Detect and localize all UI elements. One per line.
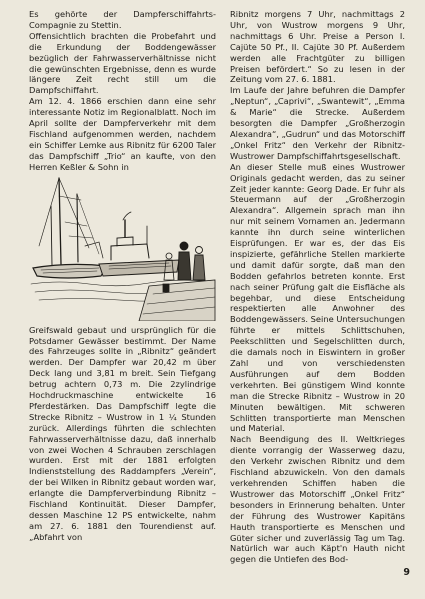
paragraph-ships-list: Im Laufe der Jahre befuhren die Dampfer „Neptun“, „Caprivi“, „Swantewit“, „Emma & Marie“ die Strecke. Außerdem besorgten die Dampfer „Großherzogin Alexandra“, „Gudrun“ und das Motorschiff „Onkel Fritz“ den Verkehr der Ribnitz-Wustrower Dampfschiffahrtsgesellschaft.: [230, 85, 405, 161]
paragraph-postwar: Nach Beendigung des II. Weltkrieges diente vorrangig der Wasserweg dazu, den Verkehr zwischen Ribnitz und dem Fischland abzuwickeln. Von den damals verkehrenden Schiffen haben die Wustrower das Motorschiff „Onkel Fritz“ besonders in Erinnerung behalten. Unter der Führung des Wustrower Kapitäns Hauth transportierte es Menschen und Güter sicher und zuverlässig Tag um Tag. Natürlich war auch Käpt'n Hauth nicht gegen die Untiefen des Bod-: [230, 434, 405, 565]
paragraph-timetable: Ribnitz morgens 7 Uhr, nachmittags 2 Uhr, von Wustrow morgens 9 Uhr, nachmittags 6 Uhr. Preise a Person I. Cajüte 50 Pf., II. Cajüte 30 Pf. Außerdem werden alle Frachtgüter zu billigen Preisen befördert.“ So zu lesen in der Zeitung vom 27. 6. 1881.: [230, 9, 405, 85]
right-column: [230, 9, 405, 565]
paragraph-ownership: Es gehörte der Dampferschiffahrts-Compagnie zu Stettin.: [29, 9, 216, 30]
paragraph-trial-voyage: Offensichtlich brachten die Probefahrt und die Erkundung der Boddengewässer bezüglich der Fahrwasserverhältnisse nicht die gewünschten Ergebnisse, denn es wurde längere Zeit recht still um die Dampfschiffahrt.: [29, 30, 216, 96]
page-number: 9: [403, 567, 410, 578]
paragraph-georg-dade: An dieser Stelle muß eines Wustrower Originals gedacht werden, das zu seiner Zeit jeder kannte: Georg Dade. Er fuhr als Steuermann auf der „Großherzogin Alexandra“. Allgemein sprach man ihn nur mit seinem Vornamen an. Jedermann kannte ihn durch seine winterlichen Eisprüfungen. Er war es, der das Eis inspizierte, gefährliche Stellen markierte und damit dafür sorgte, daß man den Bodden gefahrlos betreten konnte. Erst nach seiner Prüfung galt die Eisfläche als begehbar, und diese Entscheidung respektierten alle Anwohner des Boddengewässers. Seine Untersuchungen führte er mittels Schlittschuhen, Peekschlitten und Segelschlitten durch, die damals noch in Eiswintern in großer Zahl und von verschiedensten Ausführungen auf dem Bodden verkehrten. Bei günstigem Wind konnte man die Strecke Ribnitz – Wustrow in 20 Minuten bewältigen. Mit schweren Schlitten transportierte man Menschen und Material.: [230, 161, 405, 434]
harbor-sketch-illustration: [29, 176, 216, 321]
paragraph-steamer-details: Greifswald gebaut und ursprünglich für die Potsdamer Gewässer bestimmt. Der Name des Fahrzeuges sollte in „Ribnitz“ geändert werden. Der Dampfer war 20,42 m über Deck lang und 3,81 m breit. Sein Tiefgang betrug achtern 0,73 m. Die 2zylindrige Hochdruckmaschine entwickelte 16 Pferdestärken. Das Dampfschiff legte die Strecke Ribnitz – Wustrow in 1 ¼ Stunden zurück. Allerdings führten die schlechten Fahrwasserverhältnisse dazu, daß innerhalb von zwei Wochen 4 Schrauben zerschlagen wurden. Erst mit der 1881 erfolgten Indienststellung des Raddampfers „Verein“, der bei Wilken in Ribnitz gebaut worden war, erlangte die Dampferverbindung Ribnitz – Fischland Kontinuität. Dieser Dampfer, dessen Maschine 12 PS entwickelte, nahm am 27. 6. 1881 den Tourendienst auf. „Abfahrt von: [29, 324, 216, 542]
left-column: [29, 9, 216, 543]
paragraph-trio-purchase: Am 12. 4. 1866 erschien dann eine sehr interessante Notiz im Regionalblatt. Noch im April sollte der Dampferverkehr mit dem Fischland aufgenommen werden, nachdem ein Schiffer Lemke aus Ribnitz für 6200 Taler das Dampfschiff „Trio“ an kaufte, von den Herren Keßler & Sohn in: [29, 96, 216, 172]
